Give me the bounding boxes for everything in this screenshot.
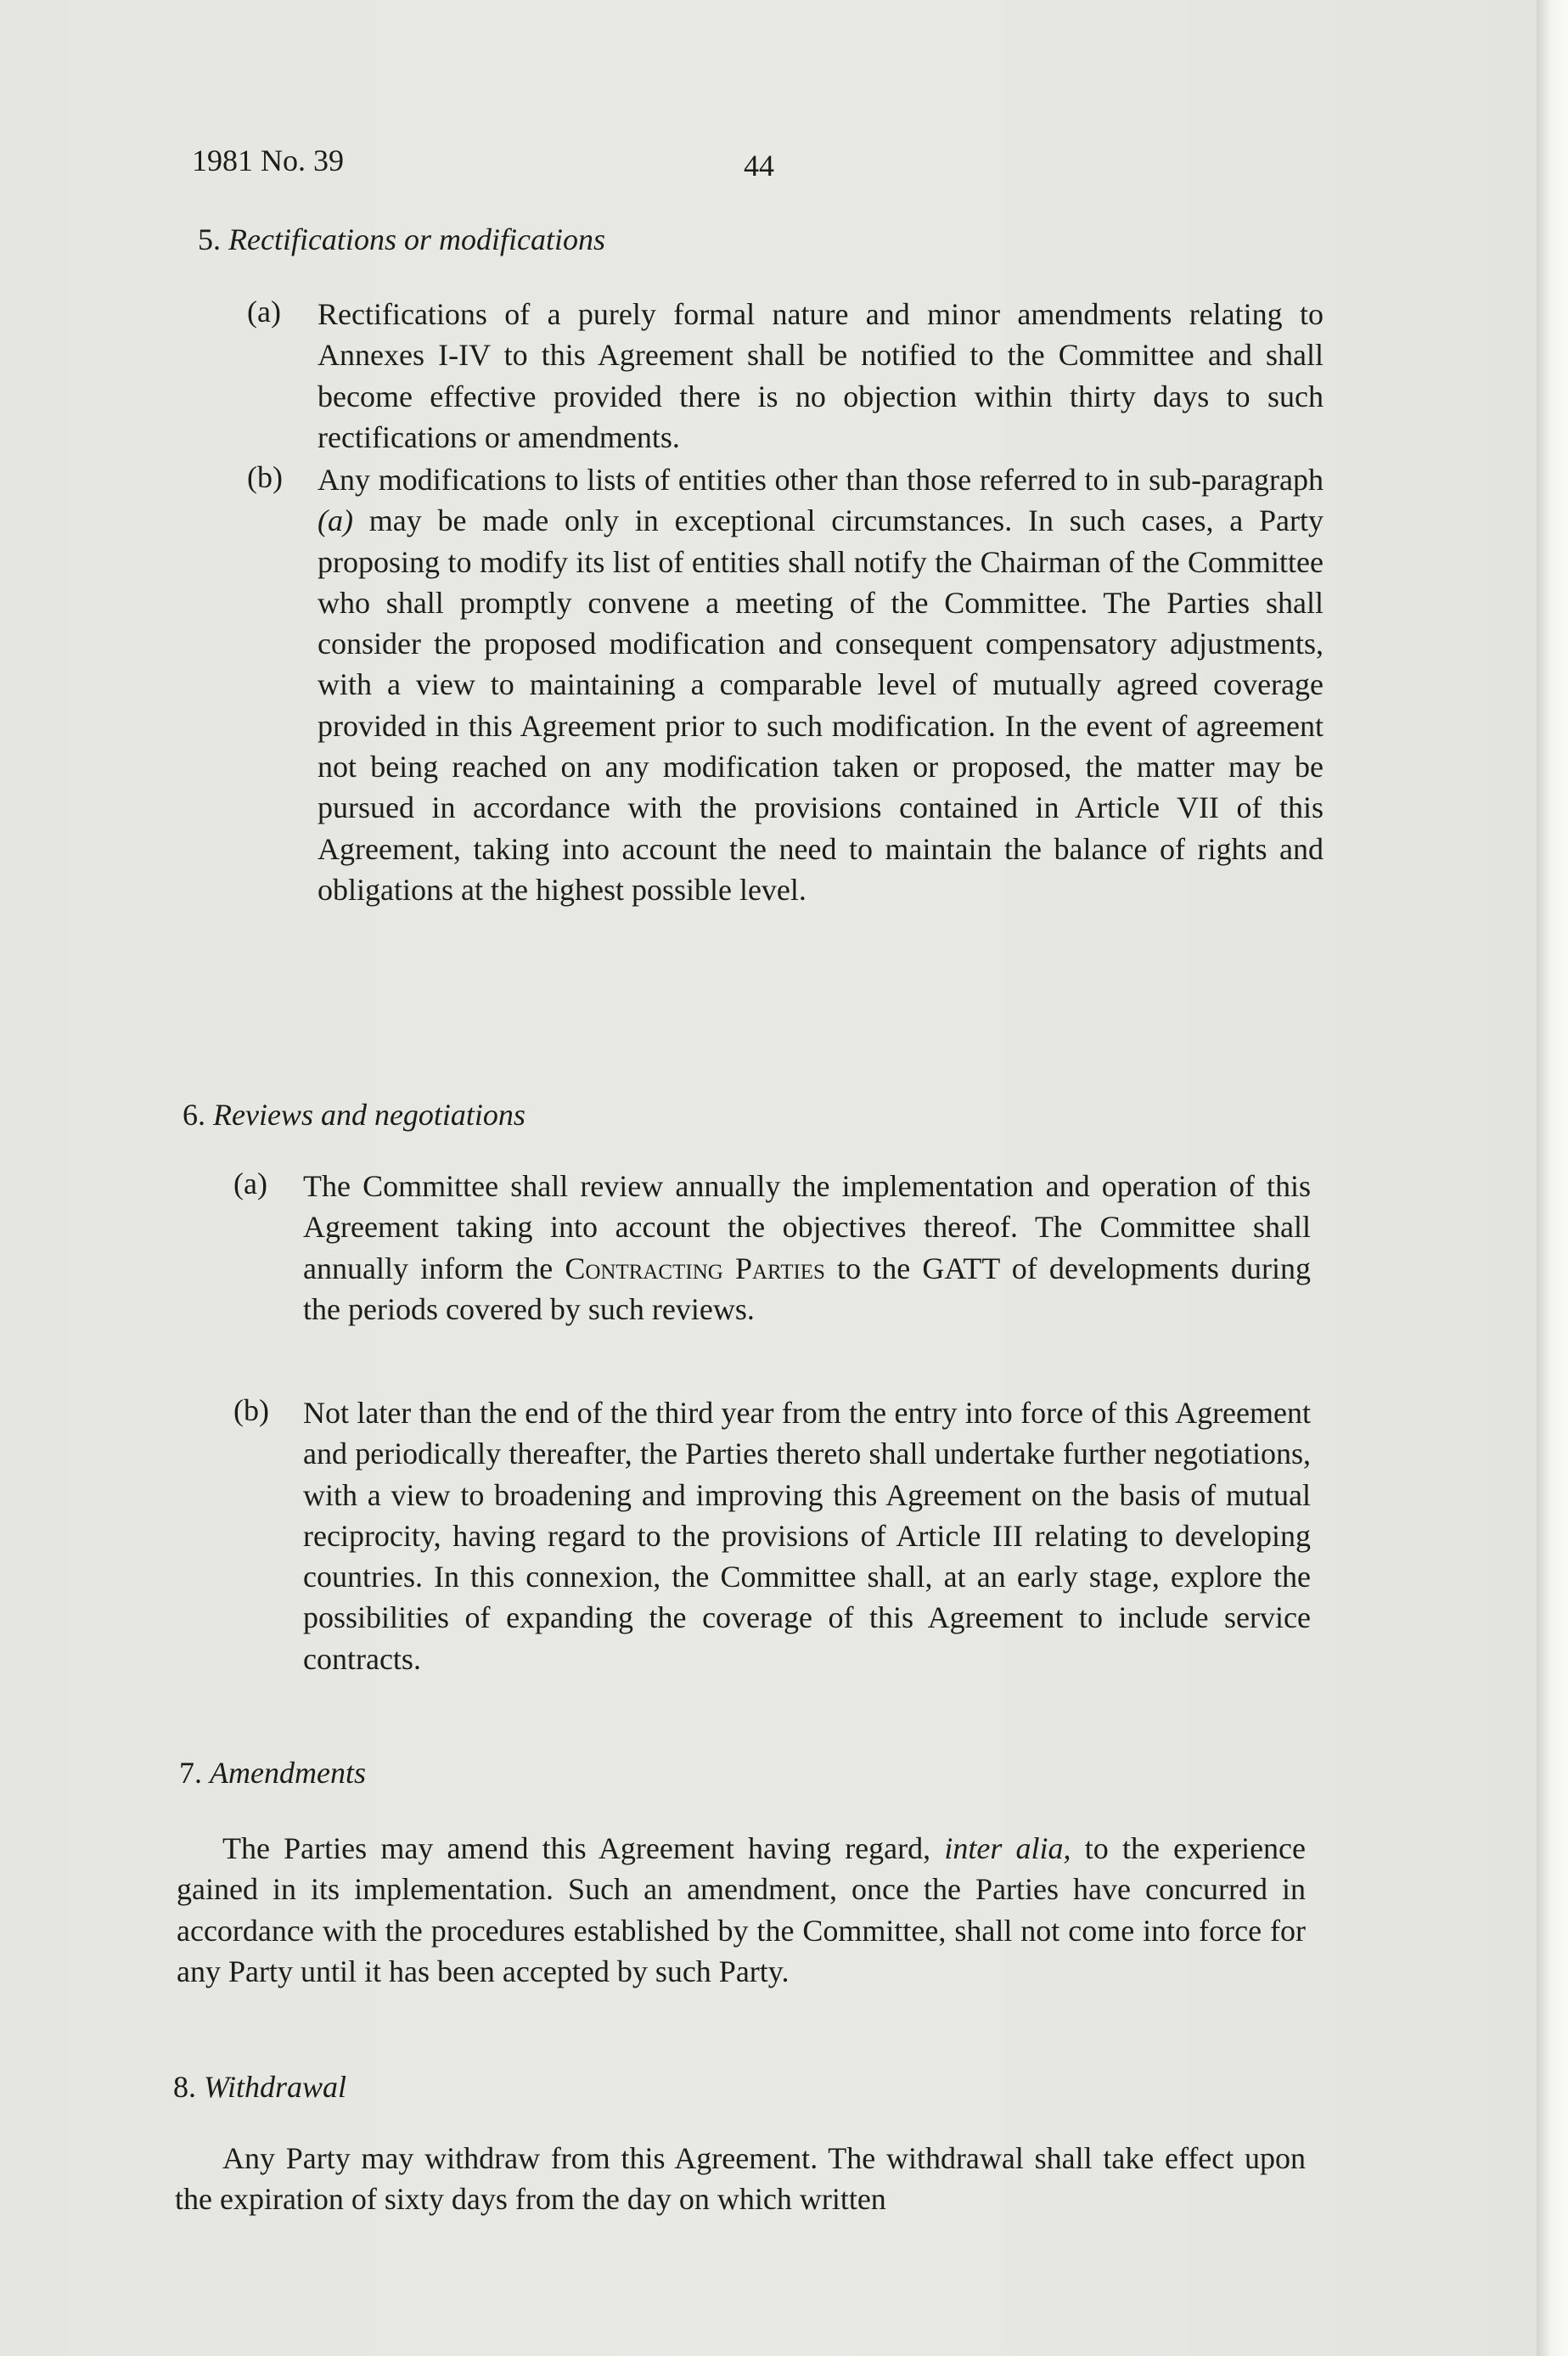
item-text: Any modifications to lists of entities other than those referred to in sub-paragraph (a) may be made only in exceptional circumstances. In such cases, a Party proposing to modify its list of entities shall notify the Chairman of the Committee who shall promptly convene a meeting of the Committee. The Parties shall consider the proposed modification and consequent compensatory adjustments, with a view to maintaining a comparable level of mutually agreed coverage provided in this Agreement prior to such modification. In the event of agreement not being reached on any modification taken or proposed, the matter may be pursued in accordance with the provisions contained in Article VII of this Agreement, taking into account the need to maintain the balance of rights and obligations at the highest possible level. (318, 463, 1324, 907)
section-8-heading (173, 2069, 346, 2105)
item-text: Not later than the end of the third year from the entry into force of this Agreement and periodically thereafter, the Parties thereto shall undertake further negotiations, with a view to broadening and improving this Agreement on the basis of mutual reciprocity, having regard to the provisions of Article III relating to developing countries. In this connexion, the Committee shall, at an early stage, explore the possibilities of expanding the coverage of this Agreement to include service contracts. (303, 1396, 1311, 1676)
item-text: Rectifications of a purely formal nature and minor amendments relating to Annexes I-IV to this Agreement shall be notified to the Committee and shall become effective provided there is no objection within thirty days to such rectifications or amendments. (318, 297, 1324, 454)
section-8-title: Withdrawal (204, 2070, 347, 2104)
book-spine-edge (1537, 0, 1568, 2356)
section-7-number: 7. (179, 1756, 202, 1790)
section-6-number: 6. (183, 1098, 205, 1132)
section-5-title: Rectifications or modifications (228, 222, 605, 256)
item-label: (b) (247, 460, 283, 494)
section-7-title: Amendments (210, 1756, 366, 1790)
page-header (192, 143, 774, 183)
page-number: 44 (744, 149, 774, 183)
item-label: (a) (247, 295, 281, 329)
section-5-heading (198, 222, 605, 257)
section-6-heading (183, 1097, 525, 1133)
item-text: The Committee shall review annually the implementation and operation of this Agreement taking into account the objectives thereof. The Committee shall annually inform the Contracting Parties to the GATT of developments during the periods covered by such reviews. (303, 1169, 1311, 1326)
section-6-title: Reviews and negotiations (213, 1098, 525, 1132)
item-label: (b) (233, 1393, 269, 1427)
section-8-paragraph: Any Party may withdraw from this Agreement. The withdrawal shall take effect upon the expiration of sixty days from the day on which written (175, 2141, 1306, 2217)
section-7-heading (179, 1755, 366, 1791)
document-reference: 1981 No. 39 (192, 143, 344, 177)
section-5-number: 5. (198, 222, 221, 256)
section-8-number: 8. (173, 2070, 196, 2104)
section-7-paragraph: The Parties may amend this Agreement having regard, inter alia, to the experience gained in its implementation. Such an amendment, once the Parties have concurred in accordance with the procedures established by the Committee, shall not come into force for any Party until it has been accepted by such Party. (177, 1831, 1307, 1988)
item-label: (a) (233, 1167, 267, 1200)
